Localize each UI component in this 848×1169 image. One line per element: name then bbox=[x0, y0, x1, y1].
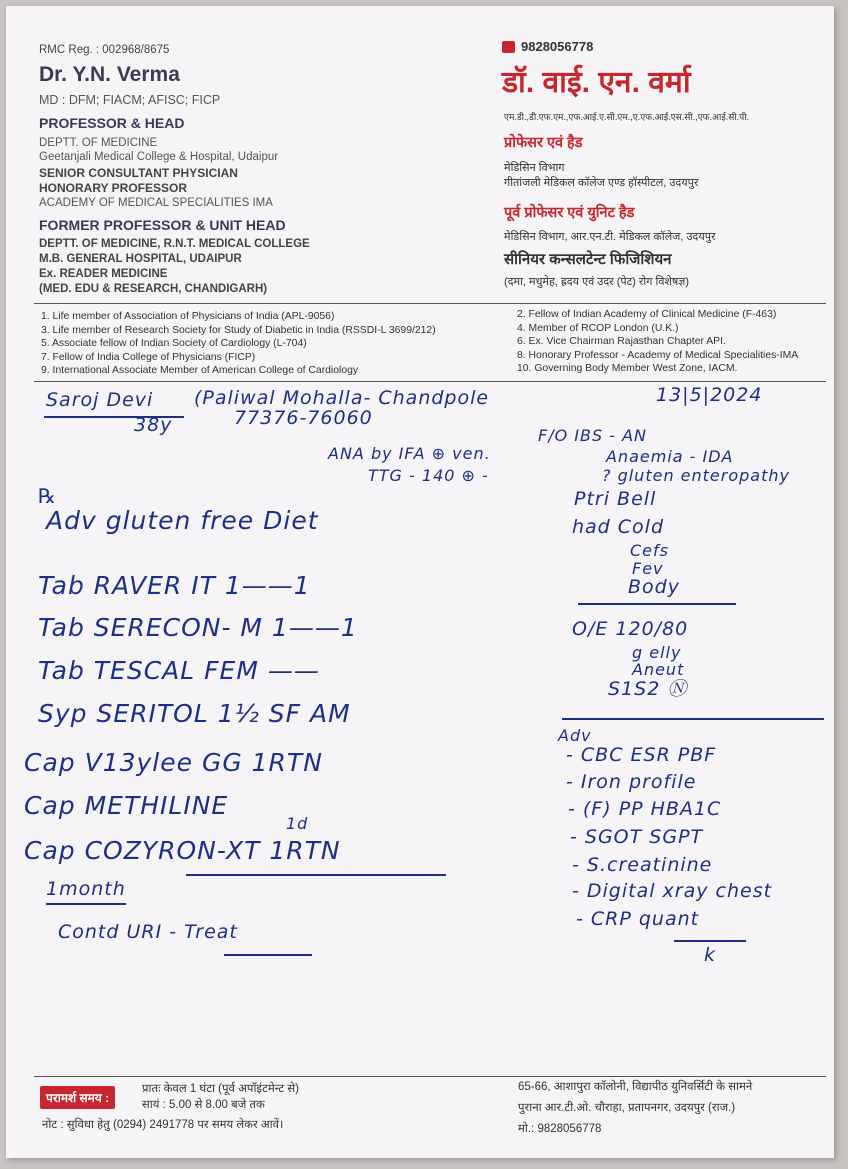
history-anaemia: Anaemia - IDA bbox=[606, 447, 734, 466]
test-7: - CRP quant bbox=[576, 908, 700, 930]
complaint-3: Cefs bbox=[630, 541, 669, 560]
membership-item: 2. Fellow of Indian Academy of Clinical Medicine (F-463) bbox=[517, 309, 777, 320]
dept-rnt-college: DEPTT. OF MEDICINE, R.N.T. MEDICAL COLLEGE bbox=[39, 238, 310, 250]
phone-icon bbox=[502, 41, 515, 53]
membership-item: 4. Member of RCOP London (U.K.) bbox=[517, 322, 679, 334]
clinic-address-line-2: पुराना आर.टी.ओ. चौराहा, प्रतापनगर, उदयपुर (राज.) bbox=[518, 1102, 736, 1114]
clinic-address-line-1: 65-66, आशापुरा कॉलोनी, विद्यापीठ युनिवर्सिटी के सामने bbox=[518, 1081, 753, 1093]
history-ibs: F/O IBS - AN bbox=[538, 426, 647, 445]
dept-medicine-hindi: मेडिसिन विभाग bbox=[504, 162, 565, 174]
academy-medical-specialities: ACADEMY OF MEDICAL SPECIALITIES IMA bbox=[39, 197, 273, 209]
medicine-end-line bbox=[186, 874, 446, 876]
complaint-divider bbox=[578, 603, 736, 605]
evening-timing: सायं : 5.00 से 8.00 बजे तक bbox=[142, 1099, 265, 1111]
patient-name: Saroj Devi bbox=[46, 389, 154, 411]
doctor-degrees-english: MD : DFM; FIACM; AFISC; FICP bbox=[39, 93, 221, 107]
membership-item: 6. Ex. Vice Chairman Rajasthan Chapter API. bbox=[517, 336, 726, 348]
college-geetanjali: Geetanjali Medical College & Hospital, Udaipur bbox=[39, 151, 279, 163]
rmc-registration: RMC Reg. : 002968/8675 bbox=[39, 44, 170, 56]
investigation-ana: ANA by IFA ⊕ ven. bbox=[328, 444, 491, 463]
doctor-initial: k bbox=[704, 944, 717, 966]
title-professor-head-hindi: प्रोफेसर एवं हैड bbox=[504, 135, 583, 151]
exam-bp: O/E 120/80 bbox=[572, 618, 689, 640]
complaint-1: Ptri Bell bbox=[574, 488, 657, 510]
patient-phone: 77376-76060 bbox=[234, 407, 373, 429]
test-2: - Iron profile bbox=[566, 771, 697, 793]
mb-general-hospital: M.B. GENERAL HOSPITAL, UDAIPUR bbox=[39, 253, 242, 265]
treat-underline bbox=[224, 954, 312, 956]
title-former-professor: FORMER PROFESSOR & UNIT HEAD bbox=[39, 217, 286, 233]
test-3: - (F) PP HBA1C bbox=[568, 798, 722, 820]
contd-uri-treat: Contd URI - Treat bbox=[58, 921, 238, 943]
membership-item: 5. Associate fellow of Indian Society of Cardiology (L-704) bbox=[41, 338, 307, 350]
dept-rnt-college-hindi: मेडिसिन विभाग, आर.एन.टी. मेडिकल कॉलेज, उदयपुर bbox=[504, 231, 716, 243]
medicine-1: Tab RAVER IT 1——1 bbox=[38, 571, 311, 600]
complaint-2: had Cold bbox=[572, 516, 665, 538]
patient-age: 38y bbox=[134, 414, 173, 436]
medicine-7: Cap COZYRON-XT 1RTN bbox=[24, 836, 341, 865]
membership-item: 9. International Associate Member of American College of Cardiology bbox=[41, 365, 359, 377]
consultation-time-badge: परामर्श समय : bbox=[40, 1086, 115, 1109]
college-geetanjali-hindi: गीतांजली मेडिकल कॉलेज एण्ड हॉस्पीटल, उदयपुर bbox=[504, 177, 699, 189]
dept-medicine: DEPTT. OF MEDICINE bbox=[39, 137, 158, 149]
doctor-name-english: Dr. Y.N. Verma bbox=[39, 63, 180, 86]
advised-tests-label: Adv bbox=[558, 726, 592, 745]
investigation-ttg: TTG - 140 ⊕ - bbox=[368, 466, 489, 485]
duration-one-month: 1month bbox=[46, 878, 126, 900]
medicine-6: Cap METHILINE bbox=[24, 791, 229, 820]
specialities-hindi: (दमा, मधुमेह, ह्रदय एवं उदर (पेट) रोग विशेषज्ञ) bbox=[504, 276, 690, 288]
memberships-left bbox=[41, 310, 436, 378]
membership-item: 1. Life member of Association of Physicians of India (APL-9056) bbox=[41, 311, 335, 322]
med-edu-research: (MED. EDU & RESEARCH, CHANDIGARH) bbox=[39, 283, 268, 295]
prescription-date: 13|5|2024 bbox=[656, 384, 763, 406]
test-4: - SGOT SGPT bbox=[570, 826, 704, 848]
membership-item: 8. Honorary Professor - Academy of Medical Specialities-IMA bbox=[517, 349, 799, 361]
membership-item: 3. Life member of Research Society for Study of Diabetic in India (RSSDI-L 3699/212) bbox=[41, 324, 436, 336]
ex-reader-medicine: Ex. READER MEDICINE bbox=[39, 268, 168, 280]
test-5: - S.creatinine bbox=[572, 854, 713, 876]
exam-line-3: Aneut bbox=[632, 660, 685, 679]
phone-number-header: 9828056778 bbox=[521, 39, 594, 54]
morning-timing: प्रातः केवल 1 घंटा (पूर्व अपॉइंटमेन्ट से) bbox=[142, 1083, 299, 1095]
medicine-2: Tab SERECON- M 1——1 bbox=[38, 613, 358, 642]
exam-line-2: g elly bbox=[632, 643, 682, 662]
title-senior-consultant-hindi: सीनियर कन्सलटेन्ट फिजिशियन bbox=[504, 251, 672, 268]
membership-item: 7. Fellow of India College of Physicians (FICP) bbox=[41, 351, 256, 363]
tests-end-line bbox=[674, 940, 746, 942]
membership-divider bbox=[34, 381, 826, 382]
complaint-5: Body bbox=[628, 576, 680, 598]
exam-heart-sounds: S1S2 Ⓝ bbox=[608, 678, 688, 700]
exam-divider bbox=[562, 718, 824, 720]
medicine-6-dose: 1d bbox=[286, 814, 309, 833]
title-senior-consultant: SENIOR CONSULTANT PHYSICIAN bbox=[39, 166, 238, 180]
prescription-sheet bbox=[6, 6, 834, 1158]
medicine-4: Syp SERITOL 1½ SF AM bbox=[38, 699, 351, 728]
header-divider bbox=[34, 303, 826, 304]
rx-symbol: ℞ bbox=[38, 484, 57, 508]
medicine-3: Tab TESCAL FEM —— bbox=[38, 656, 320, 685]
doctor-name-hindi: डॉ. वाई. एन. वर्मा bbox=[502, 66, 691, 99]
title-honorary-professor: HONORARY PROFESSOR bbox=[39, 181, 188, 195]
advice-gluten-free: Adv gluten free Diet bbox=[46, 506, 319, 535]
test-1: - CBC ESR PBF bbox=[566, 744, 717, 766]
appointment-note: नोट : सुविधा हेतु (0294) 2491778 पर समय लेकर आवें। bbox=[42, 1119, 284, 1131]
history-gluten: ? gluten enteropathy bbox=[602, 466, 790, 485]
test-6: - Digital xray chest bbox=[572, 880, 773, 902]
title-former-professor-hindi: पूर्व प्रोफेसर एवं युनिट हैड bbox=[504, 205, 635, 221]
membership-item: 10. Governing Body Member West Zone, IACM. bbox=[517, 363, 738, 375]
footer-divider bbox=[34, 1076, 826, 1077]
clinic-mobile: मो.: 9828056778 bbox=[518, 1123, 602, 1135]
patient-address: (Paliwal Mohalla- Chandpole bbox=[194, 387, 490, 409]
memberships-right bbox=[517, 308, 798, 376]
medicine-5: Cap V13ylee GG 1RTN bbox=[24, 748, 323, 777]
complaint-4: Fev bbox=[632, 559, 664, 578]
doctor-degrees-hindi: एम.डी.,डी.एफ.एम.,एफ.आई.ए.सी.एम.,ए.एफ.आई.एस.सी.,एफ.आई.सी.पी. bbox=[504, 112, 750, 122]
title-professor-head: PROFESSOR & HEAD bbox=[39, 115, 185, 131]
duration-underline bbox=[46, 903, 126, 905]
